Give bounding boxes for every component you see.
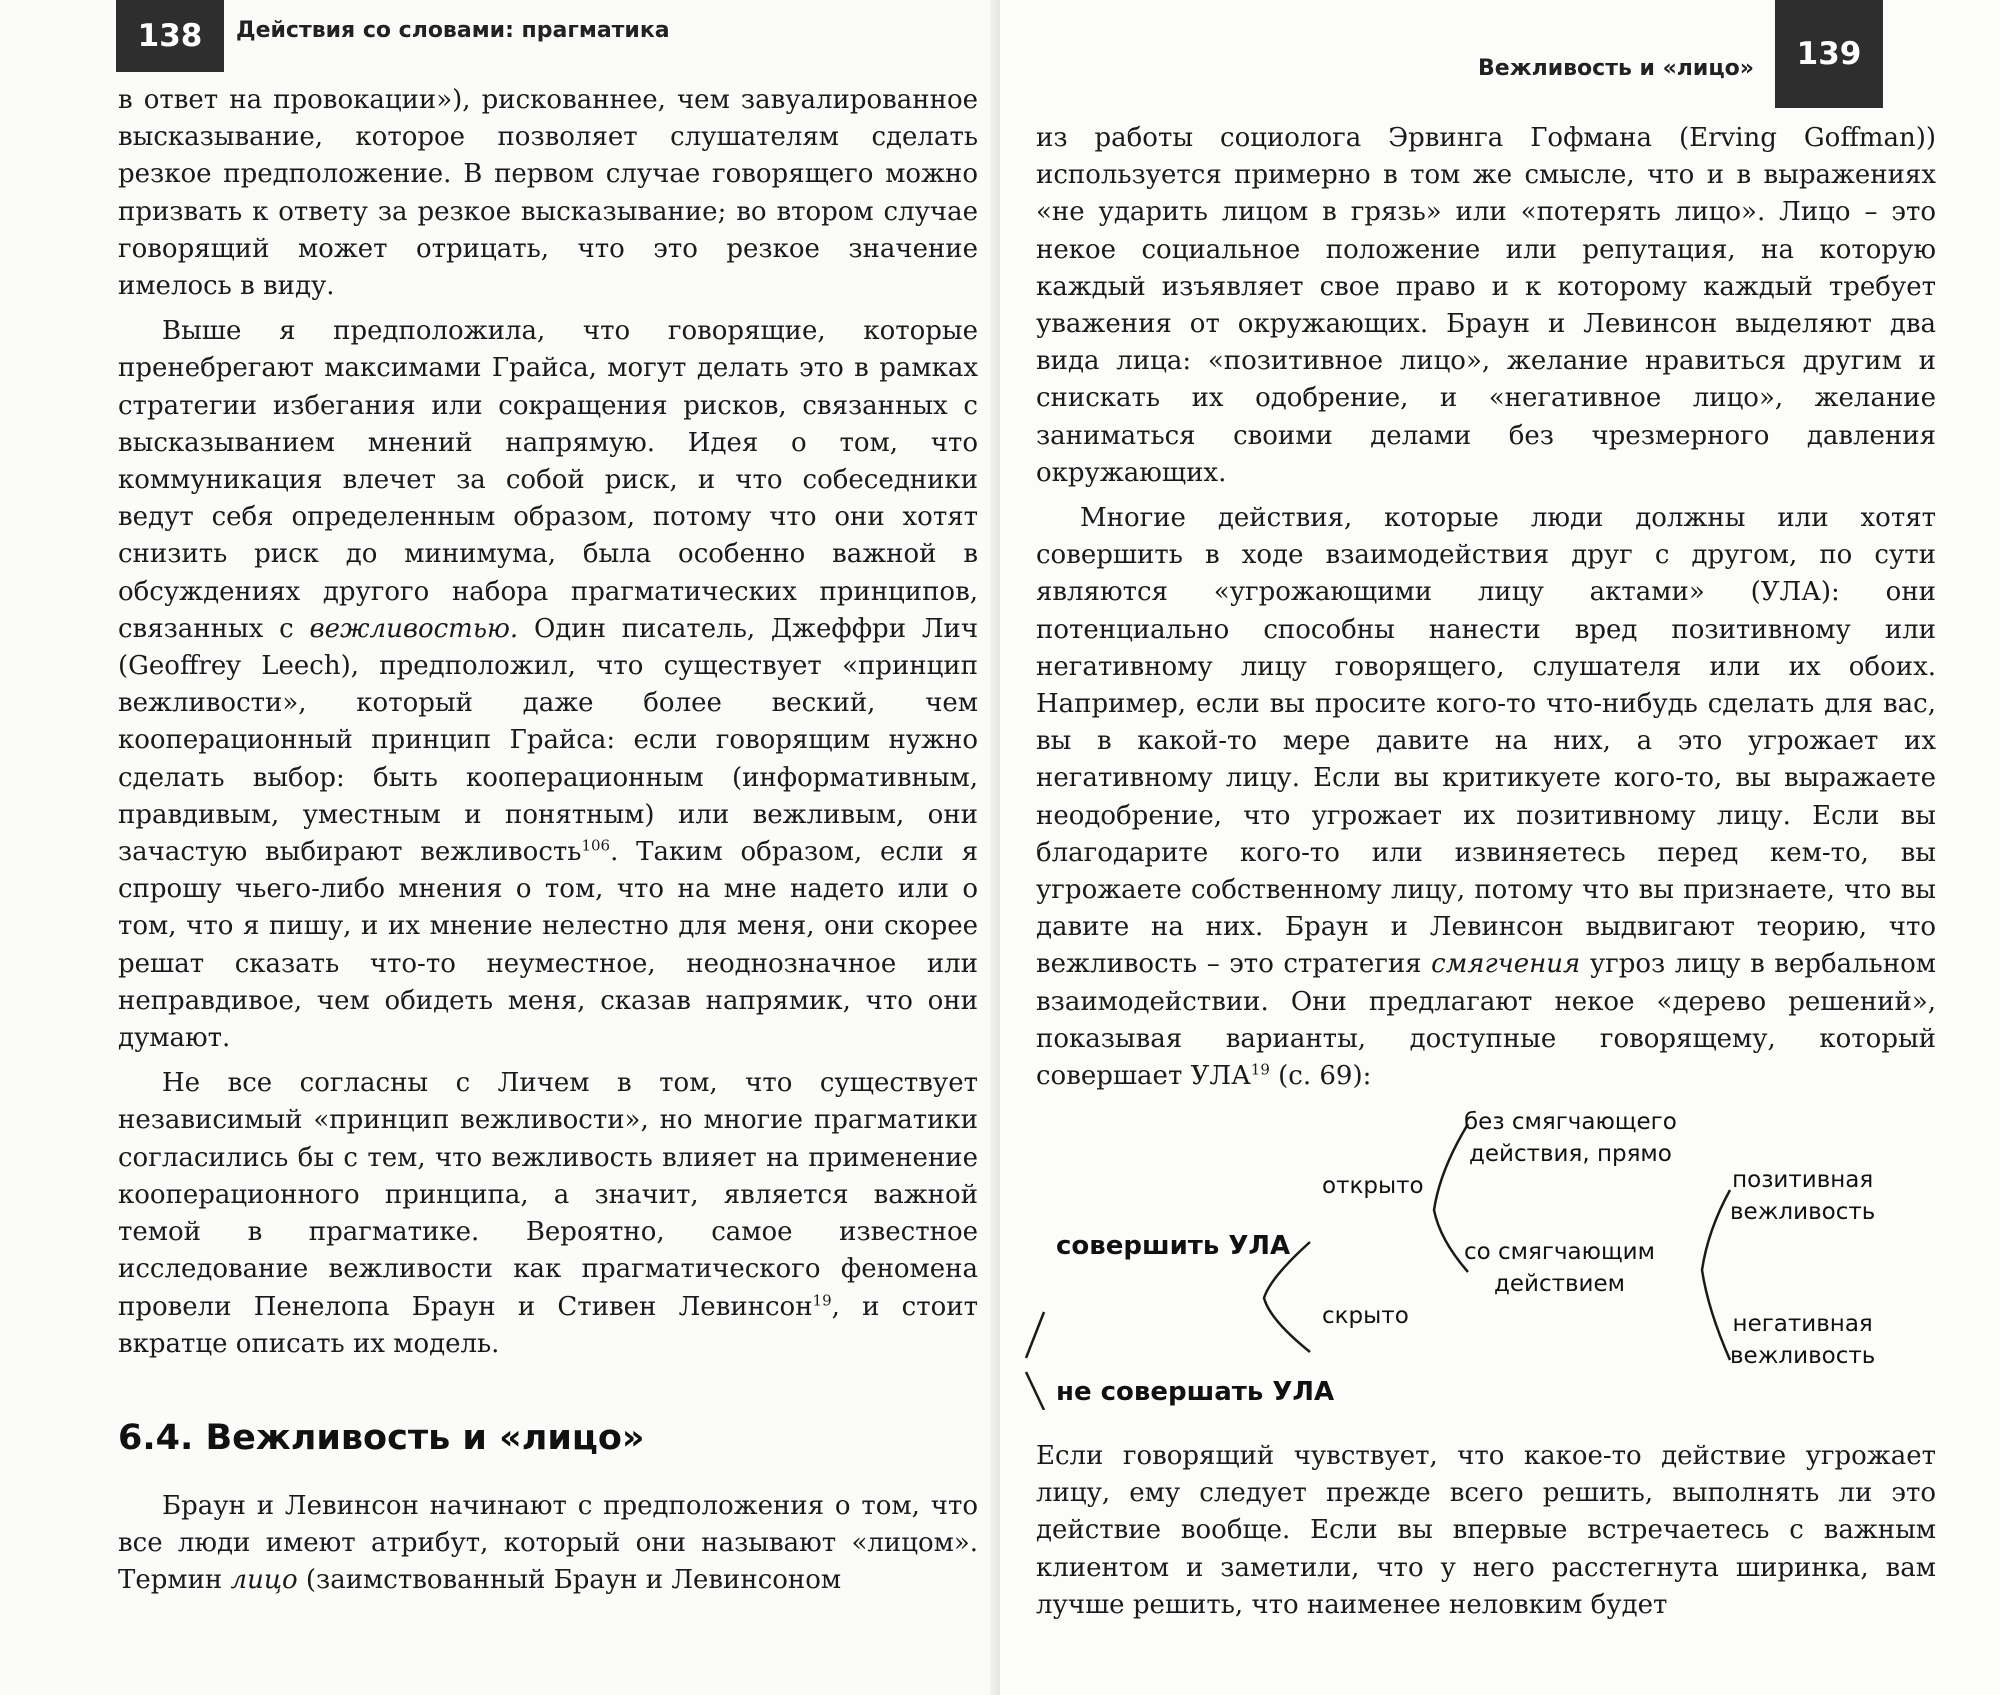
right-page: [1000, 0, 2000, 1695]
paragraph: из работы социолога Эрвинга Гофмана (Erving Goffman)) используется примерно в том же смысле, что и в выражениях «не ударить лицом в грязь» или «потерять лицо». Лицо – это некое социальное положение или репутация, на которую каждый изъявляет свое право и к которому каждый требует уважения от окружающих. Браун и Левинсон выделяют два вида лица: «позитивное лицо», желание нравиться другим и снискать их одобрение, и «негативное лицо», желание заниматься своими делами без чрезмерного давления окружающих.: [1036, 123, 1936, 488]
branch-mitigation: [1434, 1124, 1468, 1272]
left-text-column: [118, 82, 978, 1363]
tree-node-open: открыто: [1322, 1173, 1424, 1199]
paragraph: [1036, 500, 1936, 1095]
tree-node-no-mitigation: без смягчающего действия, прямо: [1464, 1109, 1677, 1167]
tree-node-hidden: скрыто: [1322, 1303, 1409, 1329]
tree-node-dont-fta: не совершать УЛА: [1056, 1377, 1335, 1407]
text-run: (заимствованный Браун и Левинсоном: [305, 1565, 842, 1596]
text-run: Выше я предположила, что говорящие, которые пренебрегают максимами Грайса, могут делать это в рамках стратегии избегания или сокращения рисков, связанных с высказыванием мнений напрямую. Идея о том, что коммуникация влечет за собой риск, и что собеседники ведут себя определенным образом, потому что они хотят снизить риск до минимума, была особенно важной в обсуждениях другого набора прагматических принципов, связанных с: [118, 316, 978, 644]
paragraph: [118, 1488, 978, 1600]
footnote-ref: 106: [581, 836, 611, 855]
italic-term: вежливостью.: [309, 613, 519, 644]
branch-politeness: [1702, 1190, 1730, 1360]
tree-node-with-mitigation: со смягчающим действием: [1464, 1239, 1655, 1297]
text-run: Не все согласны с Личем в том, что существует независимый «принцип вежливости», но многие прагматики согласились бы с тем, что вежливость влияет на применение кооперационного принципа, а значит, является важной темой в прагматике. Вероятно, самое известное исследование вежливости как прагматического феномена провели Пенелопа Браун и Стивен Левинсон: [118, 1068, 978, 1322]
paragraph: Если говорящий чувствует, что какое-то действие угрожает лицу, ему следует прежде всего решить, выполнять ли это действие вообще. Если вы впервые встречаетесь с важным клиентом и заметили, что у него расстегнута ширинка, вам лучше решить, что наименее неловким будет: [1036, 1441, 1936, 1620]
tree-node-positive: позитивная вежливость: [1730, 1167, 1876, 1225]
branch-to-root: [1026, 1312, 1044, 1358]
tree-node-negative: негативная вежливость: [1730, 1311, 1876, 1369]
text-run: Браун и Левинсон начинают с предположения о том, что все люди имеют атрибут, который они называют «лицом». Термин: [118, 1491, 978, 1596]
section-heading: 6.4. Вежливость и «лицо»: [118, 1418, 645, 1458]
right-text-column: [1036, 120, 1936, 1095]
branch-to-dont: [1026, 1372, 1044, 1410]
text-run: (с. 69):: [1278, 1061, 1372, 1092]
footnote-ref: 19: [812, 1290, 832, 1309]
text-run: угроз лицу в вербальном взаимодействии. Они предлагают некое «дерево решений», показывая варианты, доступные говорящему, который совершает УЛА: [1036, 949, 1937, 1092]
tree-node-do-fta: совершить УЛА: [1056, 1231, 1291, 1261]
italic-term: смягчения: [1431, 949, 1581, 980]
paragraph: [118, 1065, 978, 1363]
paragraph: в ответ на провокации»), рискованнее, чем завуалированное высказывание, которое позволяет слушателям сделать резкое предположение. В первом случае говорящего можно призвать к ответу за резкое высказывание; во втором случае говорящий может отрицать, что это резкое значение имелось в виду.: [118, 85, 978, 302]
running-title: Вежливость и «лицо»: [1478, 56, 1754, 81]
page-number: 138: [116, 0, 224, 72]
text-run: Один писатель, Джеффри Лич (Geoffrey Leech), предположил, что существует «принцип вежливости», который даже более веский, чем кооперационный принцип Грайса: если говорящим нужно сделать выбор: быть кооперационным (информативным, правдивым, уместным и понятным) или вежливым, они зачастую выбирают вежливость: [118, 613, 979, 868]
text-run: , и стоит вкратце описать их модель.: [118, 1291, 978, 1359]
page-number: 139: [1775, 0, 1883, 108]
text-run: Многие действия, которые люди должны или хотят совершить в ходе взаимодействия друг с другом, по сути являются «угрожающими лицу актами» (УЛА): они потенциально способны нанести вред позитивному или негативному лицу говорящего, слушателя или их обоих. Например, если вы просите кого-то что-нибудь сделать для вас, вы в какой-то мере давите на них, а это угрожает их негативному лицу. Если вы критикуете кого-то, вы выражаете неодобрение, что угрожает их позитивному лицу. Если вы благодарите кого-то или извиняетесь перед кем-то, вы угрожаете собственному лицу, потому что вы признаете, что вы давите на них. Браун и Левинсон выдвигают теорию, что вежливость – это стратегия: [1036, 503, 1936, 980]
text-run: . Таким образом, если я спрошу чьего-либо мнения о том, что на мне надето или о том, что я пишу, и их мнение нелестно для меня, они скорее решат сказать что-то неуместное, неоднозначное или неправдивое, чем обидеть меня, сказав напрямик, что они думают.: [118, 837, 978, 1054]
paragraph: [118, 313, 978, 1057]
left-text-column-bottom: [118, 1488, 978, 1600]
decision-tree: [1000, 1090, 2000, 1410]
footnote-ref: 19: [1250, 1060, 1270, 1079]
running-title: Действия со словами: прагматика: [236, 18, 670, 43]
italic-term: лицо: [230, 1565, 298, 1596]
right-text-column-bottom: [1036, 1438, 1936, 1624]
